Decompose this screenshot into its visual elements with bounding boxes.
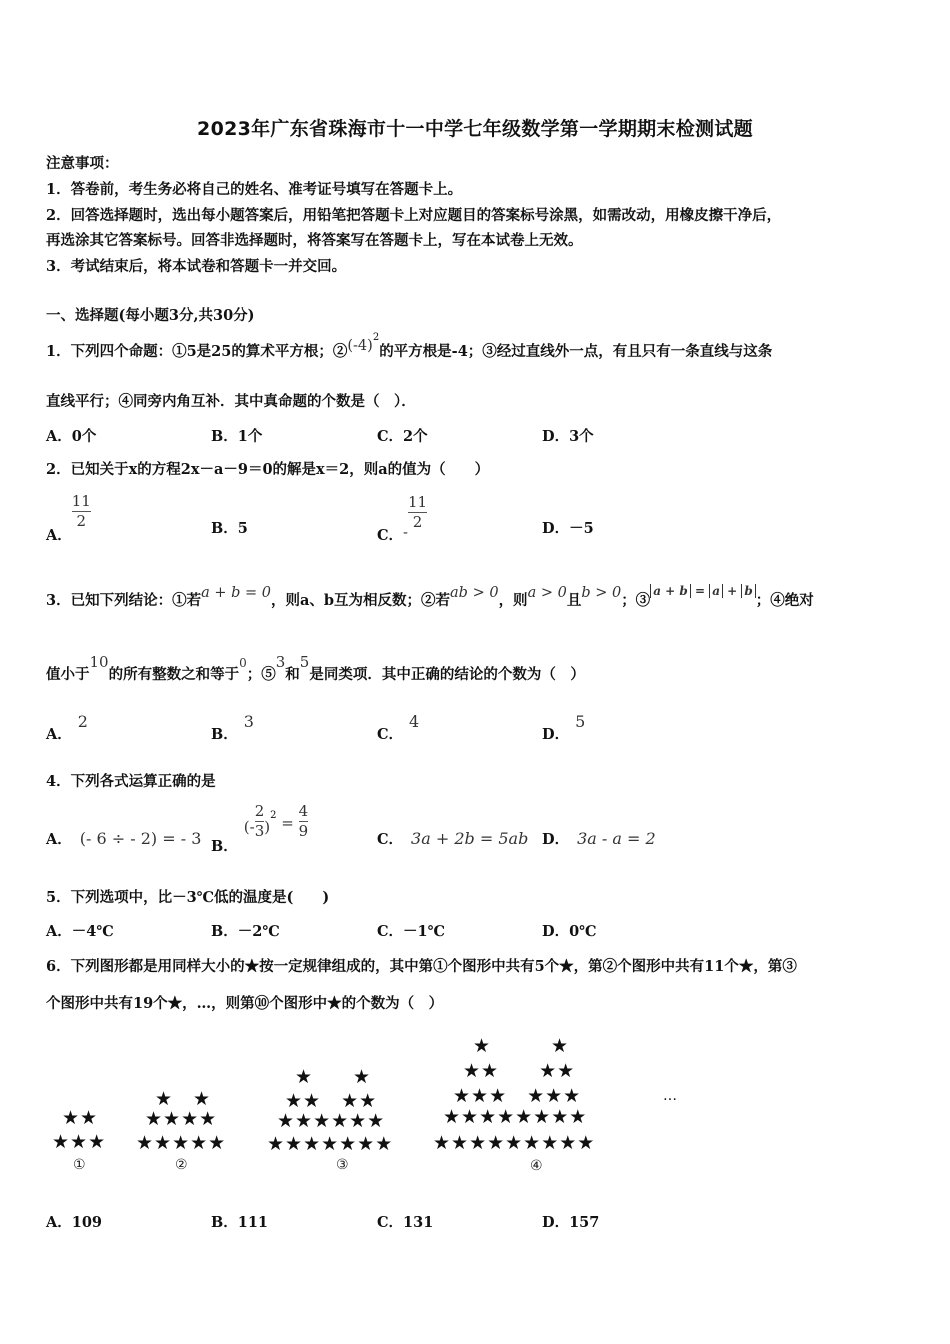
- q3-math-9: 5: [299, 653, 310, 671]
- q4-option-b-den: 3: [254, 822, 265, 840]
- fig4-row-2: ★★ ★★: [463, 1060, 576, 1082]
- q6-option-d: D．157: [542, 1214, 600, 1231]
- q1-option-a: A．0个: [46, 428, 97, 445]
- q2-option-a-fraction: [72, 493, 91, 530]
- q3-abs-ab: a + b: [650, 584, 691, 598]
- q2-option-c-den: 2: [412, 513, 423, 531]
- fig4-label: ④: [530, 1158, 543, 1174]
- q3-option-b: [211, 712, 254, 744]
- q4-option-b-rnum: 4: [298, 802, 309, 820]
- q2-option-b: B．5: [211, 520, 248, 537]
- fig1-row-1: ★★: [62, 1107, 99, 1129]
- notice-item-1: 1．答卷前，考生务必将自己的姓名、准考证号填写在答题卡上。: [46, 181, 463, 198]
- q4-option-b-label: B．: [211, 837, 238, 855]
- q1-option-c: C．2个: [377, 428, 428, 445]
- fig3-label: ③: [336, 1157, 349, 1173]
- notice-item-2a: 2．回答选择题时，选出每小题答案后，用铅笔把答题卡上对应题目的答案标号涂黑，如需改动，用橡皮擦干净后，: [46, 207, 782, 224]
- q6-option-c: C．131: [377, 1214, 434, 1231]
- q3-line2: [46, 653, 585, 684]
- q3-text-1: 3．已知下列结论：①若: [46, 592, 202, 609]
- fig1-label: ①: [73, 1157, 86, 1173]
- q2-option-c-label: C．: [377, 526, 404, 544]
- q1-line1: [46, 332, 773, 361]
- q3-text-7: 值小于: [46, 666, 90, 683]
- q3-option-d-value: 5: [575, 712, 586, 731]
- q3-text-3: ，则: [498, 592, 528, 609]
- q2-option-d: D．－5: [542, 520, 594, 537]
- q2-option-a-label: A．: [46, 526, 72, 544]
- q4-option-d-label: D．: [542, 831, 570, 848]
- notice-heading: 注意事项：: [46, 155, 119, 172]
- q3-option-c-value: 4: [409, 712, 420, 731]
- q4-option-b-num: 2: [254, 802, 265, 820]
- q3-text-5: ；③: [621, 592, 651, 609]
- q3-option-b-value: 3: [243, 712, 254, 731]
- fig3-row-4: ★★★★★★★: [267, 1133, 394, 1155]
- q4-option-b-rden: 9: [298, 822, 309, 840]
- q5-option-d: D．0℃: [542, 923, 597, 940]
- q3-abs-a: a: [709, 584, 723, 598]
- q4-option-b: [211, 802, 309, 855]
- q4-option-b-eq: =: [276, 813, 299, 832]
- q3-math-4: b > 0: [581, 585, 622, 601]
- q3-text-8: 的所有整数之和等于: [108, 666, 240, 683]
- fig2-row-1: ★ ★: [155, 1088, 212, 1110]
- q3-option-a-label: A．: [46, 726, 72, 743]
- q1-option-b: B．1个: [211, 428, 263, 445]
- q3-math-5: [650, 584, 756, 598]
- q4-option-d: [542, 828, 656, 849]
- q3-eq: =: [690, 584, 710, 598]
- q3-text-4: 且: [566, 592, 582, 609]
- q2-option-a-num: 11: [71, 492, 91, 510]
- q3-plus: +: [722, 584, 742, 598]
- q3-option-a-value: 2: [77, 712, 88, 731]
- q4-option-b-result: [299, 803, 309, 840]
- q4-option-b-sup: 2: [270, 809, 277, 821]
- q3-math-7: 0: [239, 656, 247, 670]
- q3-text-6: ；④绝对: [755, 592, 814, 609]
- q4-option-a-expr: (- 6 ÷ - 2) = - 3: [79, 829, 202, 848]
- page-title: 2023年广东省珠海市十一中学七年级数学第一学期期末检测试题: [197, 118, 753, 140]
- fig3-row-3: ★★★★★★: [277, 1110, 386, 1132]
- q2-option-a: [46, 492, 91, 544]
- q2-option-c-num: 11: [407, 493, 428, 511]
- q3-math-1: a + b = 0: [201, 585, 271, 601]
- fig4-row-1: ★ ★: [473, 1035, 570, 1057]
- fig1-row-2: ★★★: [52, 1131, 107, 1153]
- fig3-row-2: ★★ ★★: [285, 1090, 378, 1112]
- q3-option-c-label: C．: [377, 726, 404, 743]
- q2-option-c-fraction: [408, 494, 427, 531]
- q3-option-b-label: B．: [211, 726, 238, 743]
- q4-stem: 4．下列各式运算正确的是: [46, 773, 216, 790]
- q3-option-d: [542, 712, 586, 744]
- fig2-label: ②: [175, 1157, 188, 1173]
- q4-option-a: [46, 828, 201, 849]
- q5-option-a: A．－4℃: [46, 923, 114, 940]
- q6-line1: 6．下列图形都是用同样大小的★按一定规律组成的，其中第①个图形中共有5个★，第②个图形中共有11个★，第③: [46, 958, 797, 975]
- q3-abs-b: b: [741, 584, 755, 598]
- fig2-row-2: ★★★★: [145, 1108, 218, 1130]
- figures-ellipsis: …: [663, 1088, 678, 1104]
- q6-line2: 个图形中共有19个★，…，则第⑩个图形中★的个数为（ ）: [46, 995, 444, 1012]
- q5-stem: 5．下列选项中，比－3℃低的温度是( ): [46, 889, 330, 906]
- q2-stem: 2．已知关于x的方程2x－a－9＝0的解是x＝2，则a的值为（ ）: [46, 461, 490, 478]
- q5-option-b: B．－2℃: [211, 923, 280, 940]
- fig4-row-5: ★★★★★★★★★: [433, 1132, 596, 1154]
- q3-text-2: ，则a、b互为相反数；②若: [270, 592, 451, 609]
- q2-option-c: [377, 493, 428, 544]
- q2-option-a-den: 2: [76, 512, 87, 530]
- q6-option-a: A．109: [46, 1214, 103, 1231]
- q1-text-b: 的平方根是-4；③经过直线外一点，有且只有一条直线与这条: [379, 343, 773, 360]
- q6-option-b: B．111: [211, 1214, 269, 1231]
- q3-text-9: ；⑤: [246, 666, 276, 683]
- q3-option-a: [46, 712, 88, 744]
- q4-option-c: [377, 828, 528, 849]
- q1-option-d: D．3个: [542, 428, 594, 445]
- q4-option-a-label: A．: [46, 831, 72, 848]
- q3-math-3: a > 0: [527, 585, 567, 601]
- q4-option-b-open: (-: [243, 817, 255, 836]
- q4-option-d-expr: 3a - a = 2: [577, 829, 656, 848]
- q3-option-c: [377, 712, 420, 744]
- q1-text-a: 1．下列四个命题：①5是25的算术平方根；②: [46, 343, 348, 360]
- q3-line1: [46, 584, 814, 610]
- q3-math-2: ab > 0: [450, 585, 499, 601]
- q3-option-d-label: D．: [542, 726, 570, 743]
- q4-option-c-expr: 3a + 2b = 5ab: [411, 829, 529, 848]
- fig2-row-3: ★★★★★: [136, 1132, 227, 1154]
- fig4-row-4: ★★★★★★★★: [443, 1106, 588, 1128]
- section-heading: 一、选择题(每小题3分,共30分): [46, 307, 255, 324]
- q2-option-c-sign: -: [403, 524, 408, 541]
- q4-option-b-close: ): [264, 817, 271, 836]
- q4-option-c-label: C．: [377, 831, 404, 848]
- q3-text-11: 是同类项．其中正确的结论的个数为（ ）: [309, 666, 585, 683]
- notice-item-3: 3．考试结束后，将本试卷和答题卡一并交回。: [46, 258, 347, 275]
- q1-line2: 直线平行；④同旁内角互补．其中真命题的个数是（ ）．: [46, 393, 416, 410]
- q5-option-c: C．－1℃: [377, 923, 446, 940]
- q4-option-b-frac: [255, 803, 265, 840]
- q3-math-6: 10: [89, 653, 109, 671]
- fig4-row-3: ★★★ ★★★: [453, 1085, 582, 1107]
- notice-item-2b: 再选涂其它答案标号。回答非选择题时，将答案写在答题卡上，写在本试卷上无效。: [46, 232, 583, 249]
- fig3-row-1: ★ ★: [295, 1066, 372, 1088]
- q1-expr: (-4): [347, 338, 373, 354]
- q3-math-8: 3: [275, 653, 286, 671]
- q1-expr-sup: 2: [372, 332, 380, 344]
- q3-text-10: 和: [285, 666, 300, 683]
